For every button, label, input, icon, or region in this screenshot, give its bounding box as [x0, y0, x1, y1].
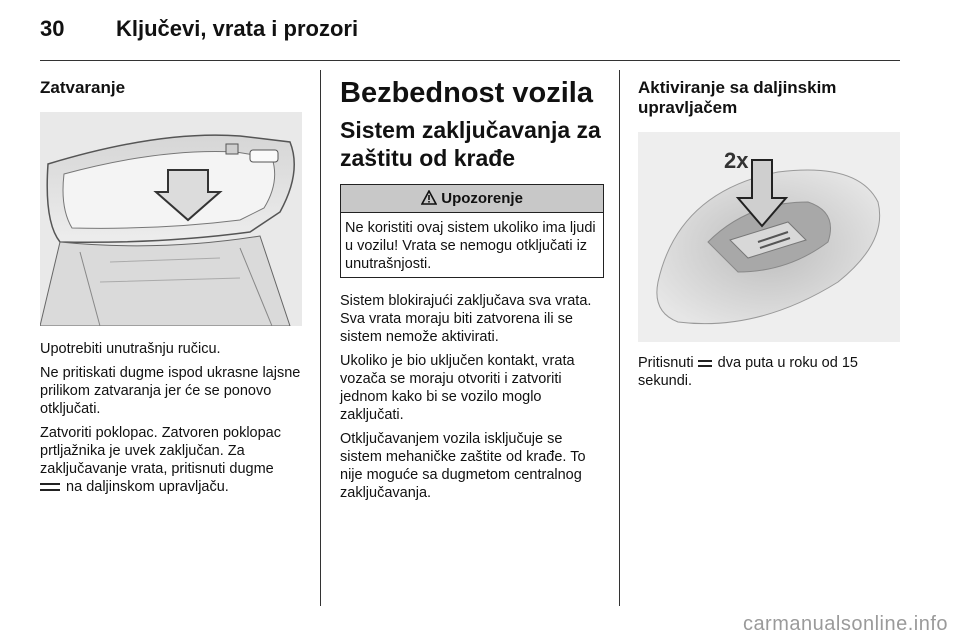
- lock-button-icon: [40, 483, 60, 491]
- body-paragraph: Upotrebiti unutrašnju ručicu.: [40, 341, 221, 357]
- warning-text: Ne koristiti ovaj sistem ukoliko ima ljudi u vozilu! Vrata se nemogu otključati iz unutrašnjosti.: [345, 220, 596, 272]
- middle-column: [340, 70, 604, 508]
- page-number: 30: [40, 16, 65, 41]
- body-paragraph: Otključavanjem vozila isključuje se sistem mehaničke zaštite od krađe. To nije moguće sa dugmetom centralnog zaključavanja.: [340, 431, 586, 501]
- body-paragraph: Ne pritiskati dugme ispod ukrasne lajsne prilikom zatvaranja jer će se ponovo otključati.: [40, 365, 301, 417]
- body-text: na daljinskom upravljaču.: [66, 479, 229, 495]
- body-paragraph: Ukoliko je bio uključen kontakt, vrata vozača se moraju otvoriti i zatvoriti jednom kako bi se vozilo moglo zaključati.: [340, 353, 575, 423]
- remote-key-illustration: [638, 132, 900, 342]
- body-text: dva puta u roku od 15 sekundi.: [638, 355, 858, 389]
- warning-header: [341, 185, 603, 213]
- warning-triangle-icon: [421, 190, 437, 205]
- section-heading: Zatvaranje: [40, 78, 126, 97]
- body-paragraph: [40, 424, 304, 496]
- left-column: [40, 70, 304, 502]
- press-twice-label: 2x: [724, 148, 749, 173]
- header-rule: [40, 60, 900, 61]
- body-paragraph: [638, 354, 902, 390]
- right-column: [638, 70, 902, 396]
- trunk-lid-illustration: [40, 112, 302, 326]
- body-text: Zatvoriti poklopac. Zatvoren poklopac prtljažnika je uvek zaključan. Za zaključavanje vrata, pritisnuti dugme: [40, 425, 281, 477]
- column-divider: [619, 70, 620, 606]
- lock-button-icon: [698, 360, 712, 367]
- column-divider: [320, 70, 321, 606]
- watermark: carmanualsonline.info: [742, 613, 948, 635]
- warning-title: Upozorenje: [441, 190, 523, 207]
- section-heading: Aktiviranje sa daljinskim upravljačem: [638, 78, 837, 117]
- body-text: Pritisnuti: [638, 355, 694, 371]
- section-subtitle: Sistem zaključavanja za zaštitu od krađe: [340, 117, 601, 171]
- section-title: Bezbednost vozila: [340, 77, 593, 109]
- warning-box: [340, 184, 604, 278]
- page-header-title: Ključevi, vrata i prozori: [116, 16, 359, 41]
- body-paragraph: Sistem blokirajući zaključava sva vrata. Sva vrata moraju biti zatvorena ili se sistem nemože aktivirati.: [340, 293, 592, 345]
